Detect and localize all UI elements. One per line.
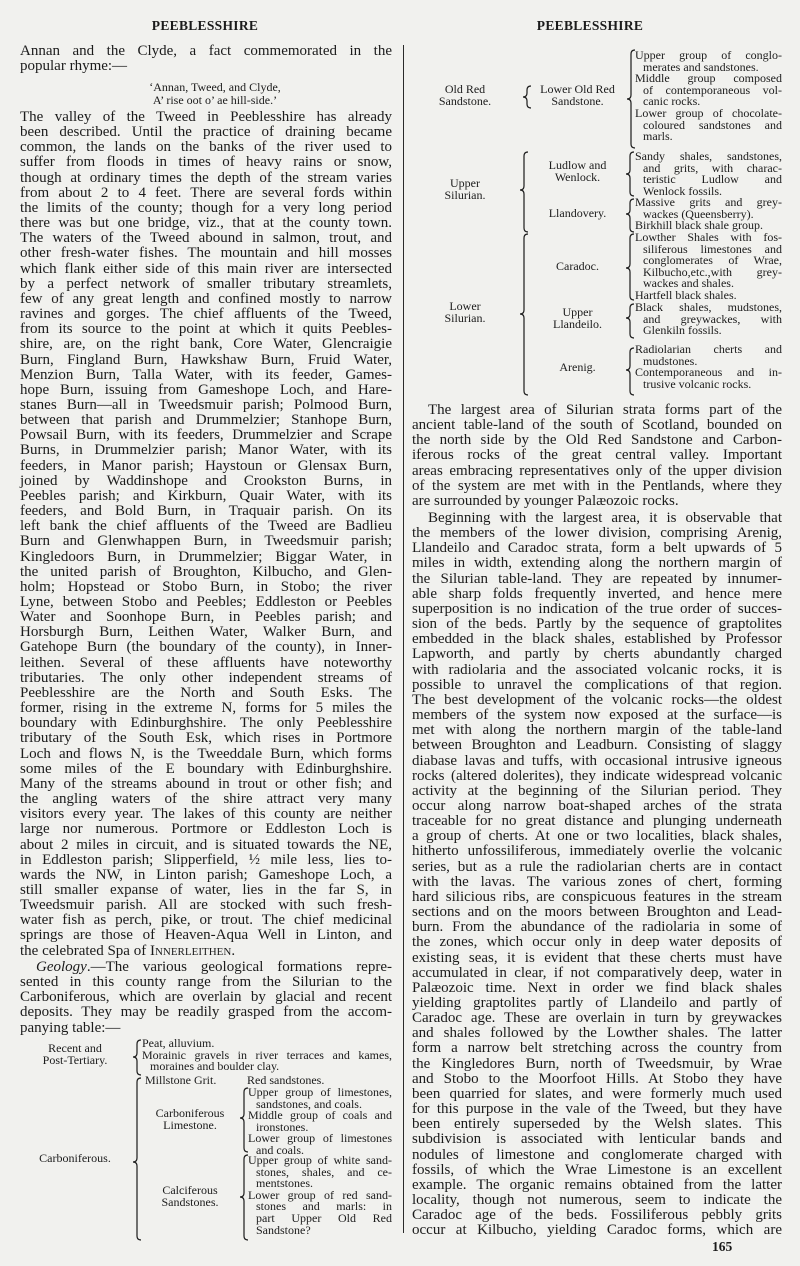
text-line: been entirely superseded by the Welsh slates. This — [412, 1116, 782, 1133]
table-entry-line: Hartfell black shales. — [635, 287, 737, 302]
text-line: still smaller expanse of water, lies in the far S, in — [20, 881, 392, 898]
running-header-left: PEEBLESSHIRE — [151, 18, 259, 33]
text-line: example. The organic remains obtained from the latter — [412, 1176, 782, 1193]
text-line: Llandeilo and Caradoc strata, form a belt upwards of 5 — [412, 540, 782, 557]
table-entry-line: merates and sandstones. — [643, 59, 759, 74]
brace — [626, 199, 634, 232]
text-line: Peeblesshire are the North and South Esks. The — [20, 684, 392, 701]
text-line: the zones, which occur only in deep water deposits of — [412, 934, 782, 951]
text-line: Lower Old Red — [540, 82, 615, 96]
text-line: Arenig. — [559, 360, 596, 374]
text-line: Silurian. — [444, 187, 486, 202]
text-line: shire, are, on the right bank, Core Water, Glencraigie — [20, 336, 392, 353]
text-line: former, rising in the extreme N, forms for 5 miles the — [20, 700, 392, 717]
text-line: the members of the lower division, comprising Arenig, — [412, 525, 782, 542]
text-line: tributary of the South Esk, which rises in Portmore — [20, 730, 392, 747]
table-entry-line: wackes and shales. — [643, 276, 734, 291]
text-line: holm; Hopstead or Stobo Burn, in Stobo; the river — [20, 578, 392, 595]
text-line: the angling waters of the shire attract very many — [20, 791, 392, 808]
table-entry-line: Radiolarian cherts and — [635, 342, 782, 356]
text-line: about 2 miles in circuit, and is situated towards the NE, — [20, 836, 392, 853]
text-line: feeders, in Manor parish; Haystoun or Glensax Burn, — [20, 457, 392, 474]
text-line: superposition is no indication of the true order of succes- — [412, 600, 782, 617]
text-line: embedded in the black shales, established by Professor — [412, 631, 782, 648]
table-entry-line: moraines and boulder clay. — [150, 1059, 280, 1074]
table-entry-line: trusive volcanic rocks. — [643, 376, 752, 391]
brace — [626, 152, 634, 196]
table-entry-line: Contemporaneous and in- — [635, 365, 782, 380]
table-entry-line: Lower group of limestones — [248, 1131, 392, 1146]
text-line: been described. Until the practice of draining became — [20, 124, 392, 141]
table-entry-line: Middle group of coals and — [248, 1108, 392, 1123]
text-line: Sandstone. — [438, 93, 492, 108]
brace — [240, 1155, 248, 1240]
brace — [520, 152, 528, 232]
text-line: there was but one bridge, viz., that at the county town. — [20, 215, 392, 232]
brace — [240, 1088, 248, 1152]
text-line: Llandovery. — [548, 206, 607, 220]
text-line: for this purpose in the vale of the Tweed, but they have — [412, 1101, 782, 1118]
text-line: visitors every year. The lakes of this county are neither — [20, 806, 392, 823]
text-line: Burn, Fingland Burn, Hawkshaw Burn, Fruid Water, — [20, 351, 392, 368]
text-line: which flank either side of this main river are intersected — [20, 260, 392, 277]
text-line: Tweedsmuir parish. All are stocked with such fresh- — [20, 897, 392, 914]
text-line: panying table:— — [20, 1019, 121, 1036]
text-line: Kingledoors Burn, in Drummelzier; Biggar Water, in — [20, 548, 392, 565]
text-line: Post-Tertiary. — [42, 1052, 108, 1067]
brace — [520, 234, 528, 395]
text-line: ‘Annan, Tweed, and Clyde, — [149, 80, 281, 94]
text-line: suffer from floods in times of heavy rains or snow, — [20, 154, 392, 171]
text-line: sections and on the moors between Broughton and Lead- — [412, 904, 782, 921]
text-line: locality, though not numerous, seem to indicate the — [412, 1192, 782, 1209]
text-line: a group of cherts. At one or two localities, black shales, — [412, 828, 782, 845]
text-line: traceable for no great distance and plunging underneath — [412, 813, 782, 830]
text-line: common, the lands on the banks of the river used to — [20, 139, 392, 156]
table-entry-line: ironstones. — [256, 1119, 309, 1134]
brace — [627, 50, 635, 148]
text-line: Sandstones. — [161, 1194, 219, 1209]
text-line: Limestone. — [163, 1117, 217, 1132]
table-entry-line: marls. — [643, 129, 673, 144]
text-line: sented in this county range from the Silurian to the — [20, 974, 392, 991]
text-line: Caradoc age. These are overlain in turn by greywackes — [412, 1010, 782, 1027]
text-line: Menzion Burn, Talla Water, with its feeder, Games- — [20, 366, 392, 383]
text-line: Upper — [562, 305, 593, 319]
text-line: Ludlow and — [548, 158, 607, 172]
text-line: and Stobo to the Moorfoot Hills. At Stobo they have — [412, 1070, 782, 1087]
text-line: the Silurian table-land. They are repeated by innumer- — [412, 570, 782, 587]
table-entry-line: Black shales, mudstones, — [635, 300, 782, 314]
text-line: with the lavas. The various zones of chert, forming — [412, 873, 782, 890]
text-line: Lower — [449, 299, 481, 313]
table-entry-line: mudstones. — [643, 353, 698, 368]
table-entry-line: teristic Ludlow and — [643, 172, 782, 187]
table-entry-line: sandstones, and coals. — [256, 1096, 362, 1111]
table-entry-line: of contemporaneous vol- — [643, 82, 782, 97]
table-entry-line: Upper group of conglo- — [635, 48, 782, 62]
table-entry-line: conglomerates of Wrae, — [643, 253, 782, 268]
table-entry-line: Lower group of red sand- — [248, 1187, 392, 1202]
text-line: wards the NW, in Linton parish; Gameshope Loch, a — [20, 866, 392, 883]
text-line: existing seas, it is evident that these cherts must have — [412, 949, 782, 966]
text-line: been quarried for slates, and were formerly much used — [412, 1085, 782, 1102]
text-line: Silurian. — [444, 310, 486, 325]
text-line: large nor numerous. Portmore or Eddleston Loch is — [20, 821, 392, 838]
text-line: leithen. Several of these affluents have noteworthy — [20, 654, 392, 671]
text-line: Water and Soonhope Burn, in Peebles parish; and — [20, 609, 392, 626]
text-line: from about 2 to 4 feet. There are several fords within — [20, 184, 392, 201]
item-red-sandstones: Red sandstones. — [247, 1073, 325, 1087]
text-line: with radiolaria and the associated volcanic rocks, it is — [412, 661, 782, 678]
table-entry-line: Upper group of white sand- — [248, 1153, 392, 1167]
text-line: The valley of the Tweed in Peeblesshire has already — [20, 109, 392, 125]
text-line: occur at Kilbucho, yielding Caradoc forms, which are — [412, 1222, 782, 1239]
text-line: Llandeilo. — [553, 316, 602, 331]
text-line: Beginning with the largest area, it is observable that — [428, 510, 782, 526]
text-line: nodules of limestone and conglomerate charged with — [412, 1146, 782, 1163]
table-entry-line: and grits, with charac- — [643, 160, 782, 175]
text-line: boundary with Edinburghshire. The only Peeblesshire — [20, 715, 392, 732]
table-entry-line: and coals. — [256, 1142, 304, 1157]
text-line: burn. From the abundance of the radiolaria in some of — [412, 919, 782, 936]
brace — [133, 1078, 141, 1240]
text-line: accumulated in clear, if not comparatively deep, water in — [412, 964, 782, 981]
text-line: between that parish and Drummelzier; Stanhope Burn, — [20, 412, 392, 429]
text-line: series, but as a rule the radiolarian cherts are in contact — [412, 858, 782, 875]
text-line: iferous rocks of the great central valley. Important — [412, 447, 782, 464]
text-line: springs are those of Heaven-Aqua Well in Linton, and — [20, 927, 392, 944]
table-entry-line: wackes (Queensberry). — [643, 206, 754, 221]
brace — [523, 86, 531, 108]
text-line: Caradoc. — [556, 259, 599, 273]
text-line: Peebles parish; and Kirkburn, Quair Water, with its — [20, 487, 392, 504]
text-line: Carboniferous. — [39, 1151, 111, 1165]
text-line: other fresh-water fishes. The mountain and hill mosses — [20, 245, 392, 262]
text-line: Horsburgh Burn, Leithen Water, Walker Burn, and — [20, 624, 392, 641]
table-entry-line: canic rocks. — [643, 94, 701, 109]
text-line: yielding graptolites partly of Llandeilo and partly of — [412, 995, 782, 1011]
text-line: fossils, of which the Wrae Limestone is an excellent — [412, 1161, 782, 1178]
text-line: Burn and Glenwhappen Burn, in Tweedsmuir parish; — [20, 533, 392, 550]
text-line: popular rhyme:— — [20, 58, 128, 75]
brace — [626, 304, 634, 338]
table-entry-line: stones and marls: in — [256, 1199, 392, 1214]
text-line: diabase lavas and tuffs, with occasional intrusive igneous — [412, 752, 782, 769]
text-line: Geology.—The various geological formations repre- — [36, 959, 392, 975]
text-line: Calciferous — [162, 1183, 218, 1197]
text-line: areas embracing representatives only of the upper division — [412, 462, 782, 479]
text-line: ancient table-land of the south of Scotland, bounded on — [412, 417, 782, 434]
running-header-right: PEEBLESSHIRE — [536, 18, 644, 33]
text-line: Upper — [450, 176, 480, 190]
text-line: Lapworth, and partly by cherts abundantly charged — [412, 646, 782, 663]
text-line: hope Burn, issuing from Gameshope Loch, and Hare- — [20, 381, 392, 398]
text-line: sion of the beds. Partly by the sequence of graptolites — [412, 616, 782, 633]
table-entry-line: Peat, alluvium. — [142, 1036, 215, 1050]
text-line: Carboniferous — [155, 1106, 225, 1120]
text-line: the north side by the Old Red Sandstone and Carbon- — [412, 432, 782, 449]
table-entry-line: Morainic gravels in river terraces and kames, — [142, 1047, 392, 1062]
text-line: A’ rise oot o’ ae hill-side.’ — [152, 92, 278, 107]
table-entry-line: mentstones. — [256, 1176, 313, 1191]
text-line: tributaries. The only other independent streams of — [20, 669, 392, 686]
text-line: and shales followed by the Lowther shales. The latter — [412, 1025, 782, 1042]
table-entry-line: coloured sandstones and — [643, 117, 782, 132]
text-line: deposits. They may be readily grasped from the accom- — [20, 1004, 392, 1021]
text-line: hard silicious ribs, are conspicuous features in the stream — [412, 888, 782, 905]
text-line: between Broughton and Leadburn. Consisting of slaggy — [412, 737, 782, 754]
text-line: left bank the chief affluents of the Tweed are Badlieu — [20, 518, 392, 535]
text-line: feeders, and Bold Burn, in Traquair parish. On its — [20, 503, 392, 520]
text-line: though at ordinary times the depth of the stream varies — [20, 169, 392, 186]
text-line: members of the system now exposed at the surface—is — [412, 707, 782, 724]
text-line: in Eddleston parish; Slipperfield, ½ mile less, lies to- — [20, 851, 392, 868]
table-entry-line: Lower group of chocolate- — [635, 105, 782, 120]
table-entry-line: Kilbucho,etc.,with grey- — [643, 264, 782, 279]
table-entry-line: part Upper Old Red — [256, 1210, 392, 1225]
text-line: Sandstone. — [551, 93, 604, 108]
text-line: miles in width, extending along the northern margin of — [412, 555, 782, 572]
text-line: The waters of the Tweed abound in salmon, trout, and — [20, 230, 392, 247]
text-line: Many of the streams abound in trout or other fish; and — [20, 775, 392, 792]
text-line: The largest area of Silurian strata forms part of the — [428, 402, 782, 418]
text-line: Old Red — [444, 82, 486, 96]
text-line: subdivision is associated with lenticular bands and — [412, 1131, 782, 1148]
text-line: possible to unravel the complications of that region. — [412, 676, 782, 693]
table-entry-line: Wenlock fossils. — [643, 183, 723, 198]
text-line: some miles of the E boundary with Edinburghshire. — [20, 760, 392, 777]
text-line: Burns, in Drummelzier parish; Manor Water, with its — [20, 442, 392, 459]
table-entry-line: Middle group composed — [635, 71, 782, 86]
brace — [626, 348, 634, 395]
text-line: rocks (altered dolerites), they indicate widespread volcanic — [412, 767, 782, 784]
text-line: able sharp folds frequently inverted, and hence mere — [412, 585, 782, 602]
table-entry-line: siliferous limestones and — [643, 241, 782, 256]
text-line: the united parish of Broughton, Kilbucho, and Glen- — [20, 563, 392, 580]
table-entry-line: Birkhill black shale group. — [635, 218, 763, 233]
text-line: met with along the northern margin of the table-land — [412, 722, 782, 739]
text-line: Lyne, between Stobo and Peebles; Eddleston or Peebles — [20, 594, 392, 610]
text-line: are surrounded by younger Palæozoic rocks. — [412, 492, 679, 509]
label-millstone-grit: Millstone Grit. — [145, 1073, 217, 1087]
text-line: water fish as perch, pike, or trout. The chief medicinal — [20, 912, 392, 929]
text-line: Powsail Burn, with its feeders, Drummelzier and Scrape — [20, 427, 392, 444]
text-line: Palæozoic time. Next in order we find black shales — [412, 979, 782, 996]
table-entry-line: and greywackes, with — [643, 311, 782, 326]
text-line: Gatehope Burn (the boundary of the county), in Inner- — [20, 639, 392, 656]
table-entry-line: Massive grits and grey- — [635, 195, 782, 209]
text-line: form a narrow belt stretching across the country from — [412, 1040, 782, 1057]
text-line: the limits of the county; though for a very long period — [20, 199, 392, 216]
text-line: joined by Waddinshope and Crookston Burns, in — [20, 472, 392, 489]
text-line: Wenlock. — [554, 169, 601, 184]
table-entry-line: stones, shales, and ce- — [256, 1164, 392, 1179]
brace — [626, 234, 634, 300]
text-line: the celebrated Spa of Innerleithen. — [20, 942, 236, 959]
text-line: few of any great length and confined mostly to narrow — [20, 290, 392, 307]
text-line: Caradoc age of the beds. Fossiliferous pebbly grits — [412, 1207, 782, 1224]
text-line: Recent and — [48, 1041, 102, 1055]
text-line: occur along narrow boat-shaped arches of the strata — [412, 797, 782, 814]
text-line: activity at the beginning of the Silurian period. They — [412, 782, 782, 799]
text-line: The best development of the volcanic rocks—the oldest — [412, 691, 782, 708]
text-line: by a perfect network of smaller tributary streamlets, — [20, 275, 392, 292]
page-number: 165 — [712, 1239, 733, 1254]
text-line: the Kingledores Burn, north of Tweedsmuir, by Wrae — [412, 1055, 782, 1072]
text-line: stanes Burn—all in Tweedsmuir parish; Polmood Burn, — [20, 396, 392, 413]
text-line: of the system are met with in the Pentlands, where they — [412, 477, 782, 494]
text-line: Carboniferous, which are overlain by glacial and recent — [20, 989, 392, 1006]
table-entry-line: Upper group of limestones, — [248, 1085, 392, 1099]
text-line: hitherto unfossiliferous, immediately overlie the volcanic — [412, 843, 782, 860]
text-line: from its source to the point at which it quits Peebles- — [20, 321, 392, 338]
brace — [133, 1040, 141, 1075]
text-line: Loch and flows N, is the Tweeddale Burn, which forms — [20, 745, 392, 762]
text-line: ravines and gorges. The chief affluents of the Tweed, — [20, 306, 392, 323]
table-entry-line: Lowther Shales with fos- — [635, 230, 782, 244]
text-line: Annan and the Clyde, a fact commemorated in the — [20, 43, 392, 59]
table-entry-line: Sandstone? — [256, 1222, 311, 1237]
table-entry-line: Glenkiln fossils. — [643, 323, 722, 338]
table-entry-line: Sandy shales, sandstones, — [635, 149, 782, 163]
